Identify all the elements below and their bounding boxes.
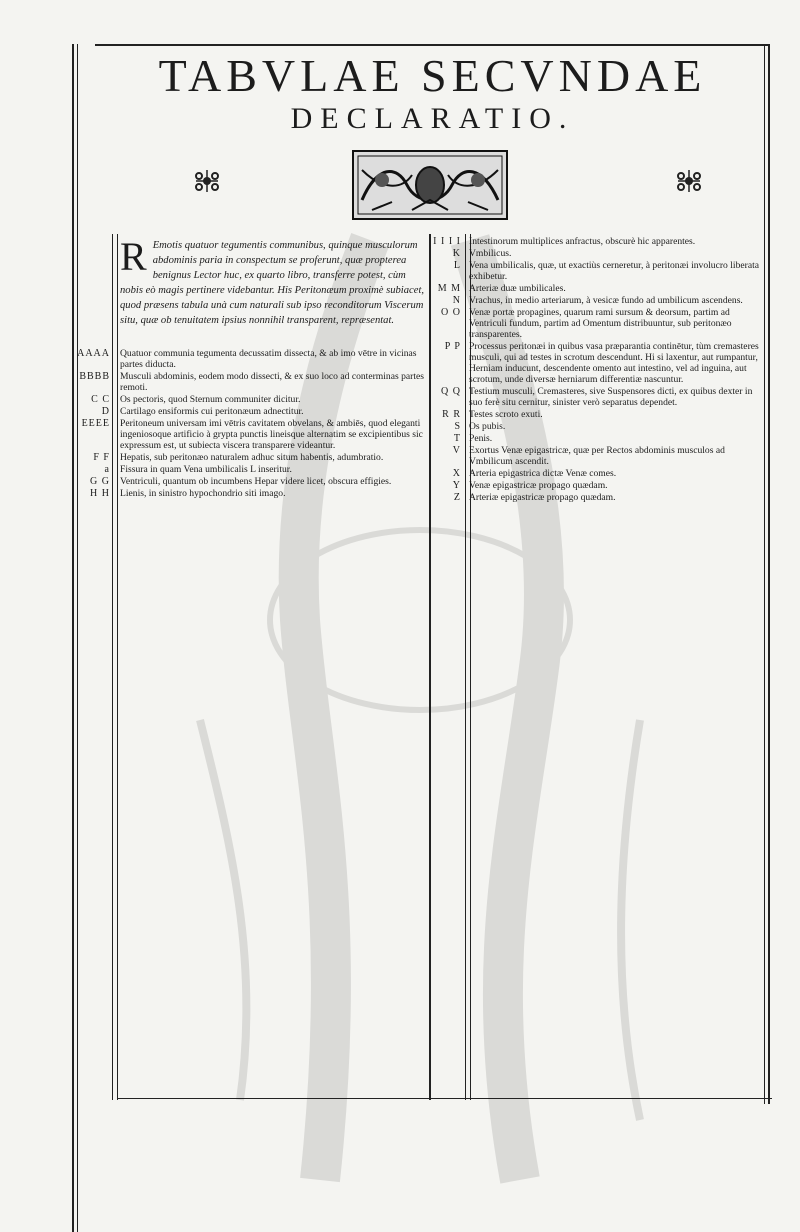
fleuron-icon — [676, 168, 702, 194]
legend-text: Os pubis. — [469, 421, 506, 432]
legend-label: L — [453, 260, 461, 271]
legend-label: D — [101, 406, 110, 417]
legend-text: Hepatis, sub peritonæo naturalem adhuc situm habentis, adumbratio. — [120, 452, 384, 463]
page-subtitle: DECLARATIO. — [290, 102, 575, 135]
intro-text: Emotis quatuor tegumentis communibus, quinque musculorum abdominis paria in conspectum se proferunt, quæ propterea benignus Lector huc, ex quarto libro, transferre potest, cùm nobis eò magis pertinere videbantur. His Peritonæum proximè subiacet, quod præsens tabula unà cum naturali sub ipso reconditorum Viscerum situ, quæ ob tenuitatem ipsius nonnihil transparent, repræsentat. — [120, 240, 425, 326]
legend-text: Penis. — [469, 433, 493, 444]
legend-text: Processus peritonæi in quibus vasa præparantia continētur, tùm cremasteres musculi, qui ad testes in scrotum descendunt. Hi si laxentur, aut rumpantur, Herniam inducunt, descendente omento aut intestino, vel ad inguina, aut scrotum, unde diversæ herniarum differentiæ nascuntur. — [469, 341, 759, 385]
legend-text: Arteriæ epigastricæ propago quædam. — [469, 492, 616, 503]
legend-entry — [74, 452, 430, 463]
legend-entry — [74, 406, 430, 417]
legend-text: Fissura in quam Vena umbilicalis L inseritur. — [120, 464, 292, 475]
page-title: TABVLAE SECVNDAE — [158, 50, 707, 101]
legend-text: Musculi abdominis, eodem modo dissecti, & ex suo loco ad conterminas partes remoti. — [120, 371, 425, 393]
legend-text: Arteria epigastrica dictæ Venæ comes. — [469, 468, 617, 479]
frame-rule — [117, 1098, 772, 1099]
legend-label: O O — [441, 307, 461, 318]
legend-text: Exortus Venæ epigastricæ, quæ per Rectos abdominis musculos ad Vmbilicum ascendit. — [469, 445, 725, 467]
legend-entry — [74, 348, 430, 370]
legend-entry — [428, 445, 768, 467]
legend-label: Y — [452, 480, 461, 491]
legend-entry — [428, 295, 768, 306]
legend-entry — [74, 476, 430, 487]
legend-entry — [428, 260, 768, 282]
intro-paragraph — [120, 234, 425, 328]
legend-list-right — [428, 236, 768, 504]
legend-entry — [428, 480, 768, 491]
legend-text: Vena umbilicalis, quæ, ut exactiùs cerneretur, à peritonæi involucro liberata exhibetur. — [469, 260, 759, 282]
legend-label: a — [104, 464, 110, 475]
legend-list-left — [74, 348, 430, 500]
legend-text: Lienis, in sinistro hypochondrio siti imago. — [120, 488, 286, 499]
legend-label: AAAA — [77, 348, 110, 359]
legend-label: EEEE — [81, 418, 110, 429]
legend-entry — [428, 236, 768, 247]
legend-text: Cartilago ensiformis cui peritonæum adnectitur. — [120, 406, 304, 417]
legend-label: F F — [93, 452, 110, 463]
legend-entry — [428, 468, 768, 479]
legend-entry — [428, 386, 768, 408]
legend-text: Quatuor communia tegumenta decussatim dissecta, & ab imo vētre in vicinas partes diducta. — [120, 348, 417, 370]
legend-label: H H — [90, 488, 110, 499]
legend-text: Arteriæ duæ umbilicales. — [469, 283, 566, 294]
legend-text: Peritoneum universam imi vētris cavitatem obvelans, & ambiēs, quod eleganti ingeniosoque artificio à grypta punctis lineisque alternatim se excipientibus sic expressum est, ut subiecta viscera transparere videantur. — [120, 418, 423, 451]
frame-rule — [77, 44, 78, 1232]
frame-rule — [768, 44, 770, 1104]
legend-text: Os pectoris, quod Sternum communiter dicitur. — [120, 394, 301, 405]
legend-label: M M — [437, 283, 461, 294]
legend-text: Vmbilicus. — [469, 248, 512, 259]
legend-entry — [74, 464, 430, 475]
legend-label: I I I I — [433, 236, 461, 247]
legend-entry — [74, 488, 430, 499]
legend-text: Ventriculi, quantum ob incumbens Hepar videre licet, obscura effigies. — [120, 476, 392, 487]
legend-text: Venæ epigastricæ propago quædam. — [469, 480, 608, 491]
legend-label: X — [452, 468, 461, 479]
legend-entry — [74, 371, 430, 393]
legend-text: Intestinorum multiplices anfractus, obscurè hic apparentes. — [469, 236, 696, 247]
decorative-woodcut-icon — [352, 150, 508, 220]
legend-entry — [74, 394, 430, 405]
legend-entry — [428, 409, 768, 420]
legend-entry — [428, 492, 768, 503]
legend-entry — [428, 307, 768, 340]
legend-label: BBBB — [79, 371, 110, 382]
legend-entry — [428, 421, 768, 432]
legend-label: V — [452, 445, 461, 456]
legend-entry — [428, 283, 768, 294]
frame-rule — [764, 44, 765, 1104]
legend-label: G G — [90, 476, 110, 487]
legend-label: P P — [444, 341, 461, 352]
legend-text: Vrachus, in medio arteriarum, à vesicæ fundo ad umbilicum ascendens. — [469, 295, 743, 306]
legend-label: T — [453, 433, 461, 444]
legend-label: R R — [442, 409, 461, 420]
legend-entry — [74, 418, 430, 451]
legend-label: K — [452, 248, 461, 259]
legend-label: Q Q — [441, 386, 461, 397]
legend-entry — [428, 433, 768, 444]
legend-text: Testes scroto exuti. — [469, 409, 543, 420]
legend-text: Testium musculi, Cremasteres, sive Suspensores dicti, ex quibus dexter in suo ferè situ cernitur, sinister verò separatus dependet. — [469, 386, 753, 408]
legend-entry — [428, 248, 768, 259]
legend-label: N — [452, 295, 461, 306]
frame-rule — [72, 44, 74, 1232]
frame-rule — [95, 44, 770, 46]
legend-text: Venæ portæ propagines, quarum rami sursum & deorsum, partim ad Ventriculi fundum, partim ad Omentum distribuuntur, sub peritonæo transparentes. — [469, 307, 732, 340]
drop-cap: R — [120, 234, 147, 279]
legend-label: S — [454, 421, 461, 432]
legend-label: C C — [91, 394, 110, 405]
legend-label: Z — [453, 492, 461, 503]
legend-entry — [428, 341, 768, 385]
fleuron-icon — [194, 168, 220, 194]
